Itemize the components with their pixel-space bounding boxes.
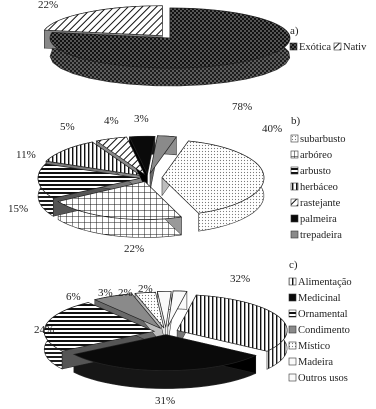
value-label: 40% xyxy=(262,123,283,135)
legend-swatch xyxy=(289,326,296,333)
value-label: 6% xyxy=(66,291,81,303)
legend-item xyxy=(289,325,350,336)
value-label: 2% xyxy=(138,283,153,295)
value-label: 31% xyxy=(155,395,176,404)
pie-slice-nativ xyxy=(44,6,162,36)
legend-label: Exótica xyxy=(299,42,332,53)
panel-label: c) xyxy=(289,259,298,271)
legend-item xyxy=(289,341,330,352)
legend-item xyxy=(289,277,352,288)
value-label: 78% xyxy=(232,101,253,113)
legend-swatch xyxy=(289,310,296,317)
legend-item xyxy=(291,198,341,209)
legend-label: Nativ xyxy=(343,42,367,53)
legend-item xyxy=(290,42,331,53)
legend-label: herbáceo xyxy=(300,182,338,193)
legend-item xyxy=(289,293,341,304)
legend-swatch xyxy=(291,151,298,158)
legend-swatch xyxy=(291,215,298,222)
pie-chart-1 xyxy=(38,0,367,113)
pie-chart-3 xyxy=(34,259,352,404)
legend-item xyxy=(291,182,338,193)
value-label: 32% xyxy=(230,273,251,285)
legend-swatch xyxy=(291,183,298,190)
legend-item xyxy=(289,357,333,368)
legend-item xyxy=(289,373,348,384)
legend-swatch xyxy=(289,278,296,285)
legend-swatch xyxy=(291,167,298,174)
legend-label: Madeira xyxy=(298,357,333,368)
legend-label: Medicinal xyxy=(298,293,341,304)
panel-label: b) xyxy=(291,115,301,127)
legend-item xyxy=(291,134,346,145)
value-label: 3% xyxy=(98,287,113,299)
legend-item xyxy=(291,166,331,177)
legend-swatch xyxy=(334,43,341,50)
pie-chart-2 xyxy=(8,113,346,255)
legend-item xyxy=(291,214,337,225)
legend-item xyxy=(291,230,342,241)
value-label: 4% xyxy=(104,115,119,127)
legend-label: Outros usos xyxy=(298,373,348,384)
value-label: 22% xyxy=(124,243,145,255)
legend-item xyxy=(289,309,348,320)
legend-item xyxy=(334,42,367,53)
value-label: 3% xyxy=(134,113,149,125)
legend-label: arbusto xyxy=(300,166,331,177)
legend-swatch xyxy=(290,43,297,50)
legend-label: Alimentação xyxy=(298,277,352,288)
value-label: 2% xyxy=(118,287,133,299)
legend-swatch xyxy=(289,358,296,365)
legend-swatch xyxy=(289,374,296,381)
value-label: 22% xyxy=(38,0,59,11)
legend-swatch xyxy=(289,294,296,301)
legend-label: arbóreo xyxy=(300,150,333,161)
legend-swatch xyxy=(291,199,298,206)
value-label: 15% xyxy=(8,203,29,215)
value-label: 11% xyxy=(16,149,36,161)
legend-label: palmeira xyxy=(300,214,337,225)
value-label: 24% xyxy=(34,324,55,336)
legend-label: trepadeira xyxy=(300,230,342,241)
legend-label: subarbusto xyxy=(300,134,346,145)
legend-swatch xyxy=(291,231,298,238)
panel-label: a) xyxy=(290,25,299,37)
legend-label: Condimento xyxy=(298,325,350,336)
value-label: 5% xyxy=(60,121,75,133)
legend-label: Místico xyxy=(298,341,331,352)
legend-label: rastejante xyxy=(300,198,341,209)
legend-swatch xyxy=(289,342,296,349)
legend-label: Ornamental xyxy=(298,309,348,320)
legend-item xyxy=(291,150,332,161)
legend-swatch xyxy=(291,135,298,142)
